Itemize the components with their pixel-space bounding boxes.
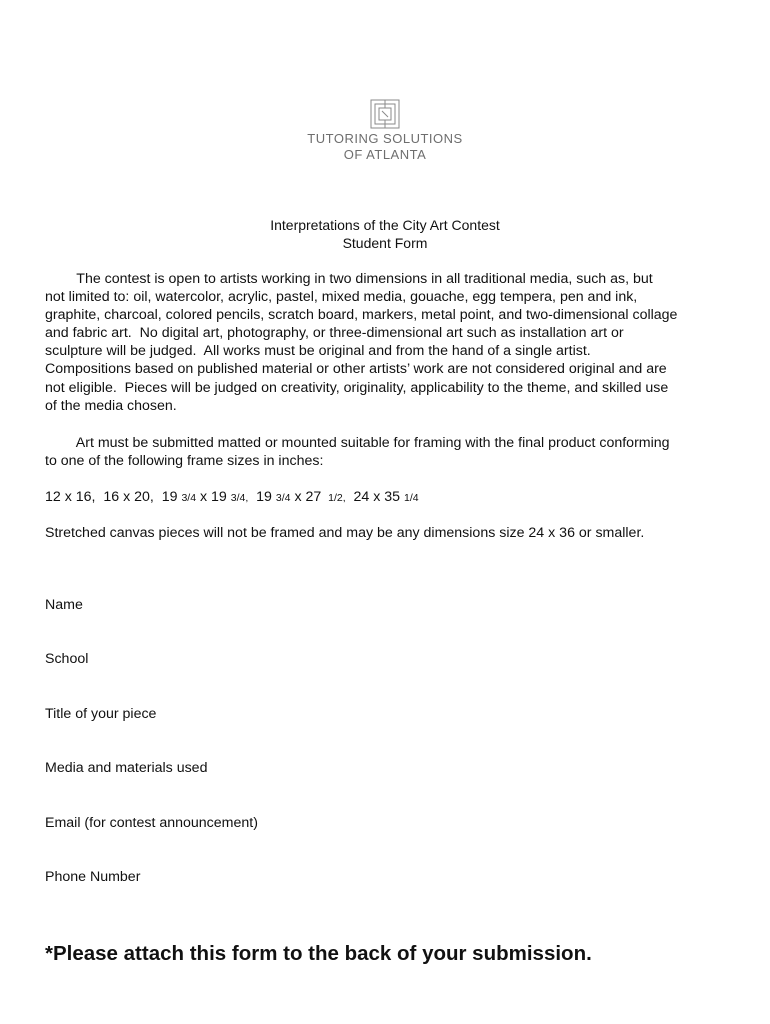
frame-size-text: 24 x 35 [345,489,405,505]
intro-paragraph-1 [45,270,727,415]
school-field-label: School [45,651,89,667]
frame-size-text: x 19 [196,489,231,505]
title-field-label: Title of your piece [45,706,157,722]
frame-size-text: 19 [248,489,276,505]
paragraph-line: sculpture will be judged. All works must be original and from the hand of a single artist. [45,343,591,360]
logo-emblem-icon [370,99,400,129]
frame-size-fraction: 1/2, [325,492,346,504]
frame-size-fraction: 3/4 [181,492,197,504]
paragraph-line: Compositions based on published material or other artists’ work are not considered original and are [45,361,667,378]
paragraph-line: The contest is open to artists working in two dimensions in all traditional media, such as, but [45,271,653,287]
frame-size-fraction: 1/4 [404,492,419,504]
canvas-note: Stretched canvas pieces will not be framed and may be any dimensions size 24 x 36 or smaller. [45,525,645,541]
paragraph-line: and fabric art. No digital art, photography, or three-dimensional art such as installation art or [45,325,624,342]
name-field-label: Name [45,597,83,613]
frame-sizes-list [45,488,419,507]
frame-size-fraction: 3/4, [230,492,249,504]
logo-text-line-1: TUTORING SOLUTIONS [307,131,463,146]
paragraph-line: not limited to: oil, watercolor, acrylic, pastel, mixed media, gouache, egg tempera, pen and ink, [45,289,638,306]
paragraph-line: not eligible. Pieces will be judged on creativity, originality, applicability to the theme, and skilled use [45,379,669,396]
form-title: Interpretations of the City Art Contest [270,217,500,233]
frame-size-text: x 27 [290,489,326,505]
email-field-label: Email (for contest announcement) [45,815,258,831]
phone-field-label: Phone Number [45,869,141,885]
logo-text-line-2: OF ATLANTA [343,147,427,162]
paragraph-line: to one of the following frame sizes in inches: [45,453,324,470]
form-subtitle: Student Form [342,235,428,251]
paragraph-line: Art must be submitted matted or mounted suitable for framing with the final product conforming [45,435,670,451]
media-field-label: Media and materials used [45,760,208,776]
paragraph-line: graphite, charcoal, colored pencils, scratch board, markers, metal point, and two-dimensional collage [45,307,678,324]
attach-form-notice: *Please attach this form to the back of your submission. [45,942,592,965]
paragraph-line: of the media chosen. [45,397,177,414]
frame-size-text: 12 x 16, 16 x 20, 19 [45,489,182,505]
company-logo [0,99,770,163]
frame-size-fraction: 3/4 [275,492,291,504]
intro-paragraph-2 [45,434,727,470]
